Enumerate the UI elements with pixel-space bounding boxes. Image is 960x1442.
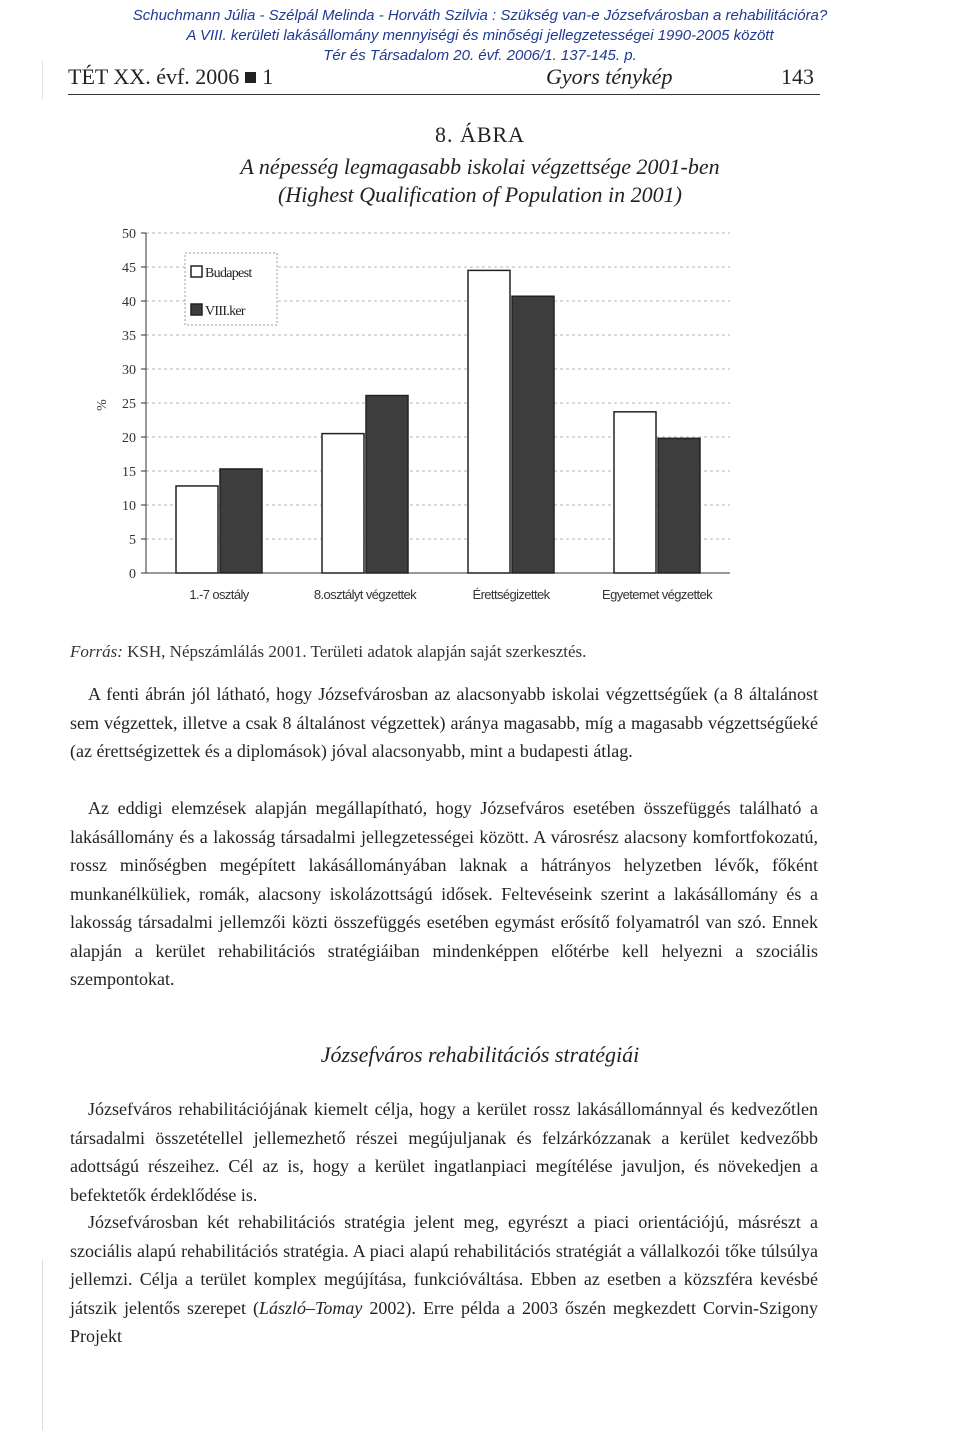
bar-budapest — [176, 486, 218, 573]
paragraph-4-text-a: Józsefvárosban két rehabilitációs stratégia jelent meg, egyrészt a piaci orientációjú, másrészt a szociális alapú rehabilitációs stratégia. A piaci alapú rehabilitációs stratégiát a vállalkozói tőke túlsúlya jellemzi. Célja a terület komplex megújítása, funkcióváltása. Ebben az esetben a közszféra kevésbé játszik jelentős szerepet ( — [70, 1212, 818, 1318]
paragraph-2: Az eddigi elemzések alapján megállapítható, hogy Józsefváros esetében összefüggés található a lakásállomány és a lakosság társadalmi jellegzetességei között. A városrész alacsony komfortfokozatú, rossz minőségben megépített lakásállományában laknak a hátrányos helyzetben lévők, főként munkanélküliek, romák, alacsony iskolázottságú idősek. Feltevéseink szerint a lakásállomány és a lakosság társadalmi jellemzői közti összefüggés esetében egymást erősítő folyamatról van szó. Ennek alapján a kerület rehabilitációs stratégiáiban mindenképpen előtérbe kell helyezni a szociális szempontokat. — [70, 798, 818, 989]
margin-mark — [42, 60, 43, 100]
bar-viii-ker — [366, 396, 408, 573]
citation-line-3: Tér és Társadalom 20. évf. 2006/1. 137-145. p. — [323, 47, 637, 64]
issue-number: 1 — [262, 64, 274, 89]
figure-title-en: (Highest Qualification of Population in 2001) — [278, 182, 682, 207]
y-tick-label: 20 — [122, 431, 136, 446]
square-bullet-icon — [245, 72, 256, 83]
legend-label: Budapest — [205, 266, 252, 281]
legend-swatch-budapest — [191, 266, 202, 277]
x-tick-label: Egyetemet végzettek — [602, 587, 712, 602]
paragraph-1: A fenti ábrán jól látható, hogy Józsefvárosban az alacsonyabb iskolai végzettségűek (a 8 általánost sem végzettek, illetve a csak 8 általánost végzettek) aránya magasabb, míg a magasabb végzettségűeké (az érettségizettek és a diplomások) jóval alacsonyabb, mint a budapesti átlag. — [70, 684, 818, 761]
x-tick-label: Érettségizettek — [472, 587, 550, 602]
source-text: KSH, Népszámlálás 2001. Területi adatok alapján saját szerkesztés. — [127, 642, 587, 661]
y-tick-label: 40 — [122, 295, 136, 310]
section-heading: Józsefváros rehabilitációs stratégiái — [320, 1042, 640, 1067]
page-number: 143 — [781, 64, 814, 89]
bar-budapest — [468, 270, 510, 573]
y-axis-label: % — [95, 399, 110, 411]
section-label: Gyors ténykép — [546, 64, 673, 89]
bar-viii-ker — [220, 469, 262, 573]
y-tick-label: 30 — [122, 363, 136, 378]
figure-title-hu: A népesség legmagasabb iskolai végzettsége 2001-ben — [240, 154, 720, 179]
y-tick-label: 5 — [129, 533, 136, 548]
figure-source — [70, 642, 586, 662]
bar-chart — [70, 215, 770, 625]
legend-swatch-viii-ker — [191, 304, 202, 315]
paragraph-3: Józsefváros rehabilitációjának kiemelt célja, hogy a kerület rossz lakásállománnyal és kedvezőtlen társadalmi összetétellel jellemezhető részei megújuljanak és felzárkózzanak a kerület kedvezőbb adottságú részeihez. Cél az is, hogy a kerület ingatlanpiaci megítélése javuljon, és növekedjen a befektetők érdeklődése is. — [70, 1099, 818, 1205]
bar-viii-ker — [512, 296, 554, 573]
y-tick-label: 10 — [122, 499, 136, 514]
y-tick-label: 15 — [122, 465, 136, 480]
citation-reference: László–Tomay — [259, 1297, 363, 1318]
y-tick-label: 50 — [122, 227, 136, 242]
x-tick-label: 1.-7 osztály — [189, 587, 249, 602]
source-label: Forrás: — [70, 642, 123, 661]
bar-budapest — [614, 412, 656, 573]
legend-label: VIII.ker — [205, 304, 245, 319]
journal-name: TÉT XX. évf. 2006 — [68, 64, 240, 89]
x-tick-label: 8.osztályt végzettek — [313, 587, 417, 602]
figure-number: 8. ÁBRA — [434, 122, 526, 147]
y-tick-label: 25 — [122, 397, 136, 412]
bar-budapest — [322, 434, 364, 573]
bar-viii-ker — [658, 438, 700, 573]
margin-mark — [42, 1260, 43, 1430]
paragraph-4-text-b: 2002). Erre példa a 2003 őszén megkezdett Corvin-Szigony Projekt — [70, 1297, 818, 1346]
bar-chart-svg — [70, 215, 770, 625]
journal-label — [68, 64, 273, 90]
running-head — [68, 62, 820, 95]
citation-line-1: Schuchmann Júlia - Szélpál Melinda - Horváth Szilvia : Szükség van-e Józsefvárosban a rehabilitációra? — [132, 7, 828, 24]
y-tick-label: 0 — [129, 567, 136, 582]
y-tick-label: 35 — [122, 329, 136, 344]
y-tick-label: 45 — [122, 261, 136, 276]
paragraph-4 — [70, 1208, 818, 1351]
citation-line-2: A VIII. kerületi lakásállomány mennyiségi és minőségi jellegzetességei 1990-2005 között — [186, 27, 774, 44]
